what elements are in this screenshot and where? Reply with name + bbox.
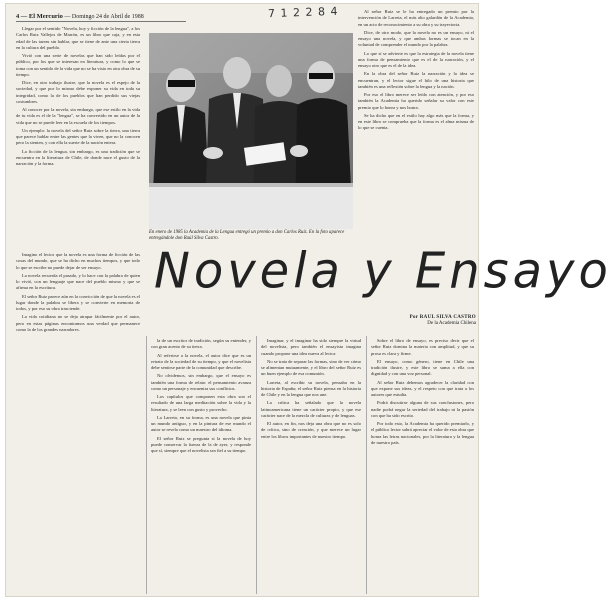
article-paragraph: Por todo esto, la Academia ha querido premiarlo, y el público lector sabrá apreciar el valor de esta obra que honra las letras nacionales, por la literatura y la lengua de nuestro país. [371,421,474,445]
article-paragraph: La ficción de la lengua, sin embargo, es una tradición que se encuentra en la literatura de Chile, de donde nace el gusto de la narración y la forma. [16,148,140,166]
article-paragraph: Dice, en otro trabajo ilustre, que la novela es el espejo de la sociedad, y que por lo mismo debe exponer su vida en toda su integridad, como la de los pueblos que han perdido sus viejas costumbres. [16,80,140,104]
issue-date: — Domingo 24 de Abril de 1988 [64,14,144,20]
article-paragraph: No olvidemos, sin embargo, que el ensayo es también una forma de relato: el pensamiento avanza como un personaje y encuentra sus conflictos. [151,373,251,391]
article-paragraph: Llegar por el sentido "Novela, hoy y ficción de la lengua", a los Carlos Ruiz Vallejos de Marrón, es un libro que caja, y en esta edad de las tareas sin hablar, que se tiene de ante una cierta tierra en la cultura del pueblo. [16,26,140,50]
article-paragraph: El señor Ruiz se pregunta si la novela de hoy puede conservar la fuerza de la de ayer, y responde que sí, siempre que el novelista sea fiel a su tiempo. [151,435,251,453]
article-paragraph: Imaginar, y el imaginar ha sido siempre la virtud del novelista, pero también el ensayista imagina cuando propone una idea nueva al lector. [261,338,361,356]
article-paragraph: Al señor Ruiz debemos agradecer la claridad con que expone sus ideas, y el respeto con que trata a los autores que estudia. [371,379,474,397]
author-name: Por RAUL SILVA CASTRO [409,315,476,320]
newspaper-page [6,4,612,596]
article-paragraph: Al conocer por la novela, sin embargo, que ese estilo en la vida de tu vida es el de la "lengua", se ha convertido en un autor de la vida que no se puede leer en la escuela de los tiempos. [16,107,140,125]
article-paragraph: Podrá discutirse alguna de sus conclusiones, pero nadie podrá negar la seriedad del trabajo ni la pasión con que ha sido escrito. [371,400,474,418]
article-paragraph: Imagino el lector que la novela es una forma de ficción de las cosas del mundo, que se ha dicho en muchos tiempos, y que todo lo que se escribe no puede dejar de ser ensayo. [16,252,140,270]
article-paragraph: Los capítulos que componen esta obra son el resultado de una larga meditación sobre la vida y la literatura, y se leen con gusto y provecho. [151,394,251,412]
photo-caption: En enero de 1985 la Academia de la Lengua entregó un premio a don Carlos Ruiz. En la foto aparece entregándole don Raúl Silva Castro. [149,230,345,241]
article-paragraph: Larreta, al escribir su novela, pensaba en la historia de España; el señor Ruiz piensa en la historia de Chile y en la lengua que nos une. [261,379,361,397]
article-paragraph: Dice, de otro modo, que la novela no es un ensayo, ni el ensayo una novela, y que ambas formas se tocan en la voluntad de comprender el mundo por la palabra. [358,29,474,48]
article-paragraph: La novela recuerda el pasado, y lo hace con la palabra de quien lo vivió, con un lenguaje que nace del pueblo mismo y que se afirma en la escritura. [16,272,140,291]
column-divider [256,336,257,594]
article-paragraph: La vida cotidiana no se deja atrapar fácilmente por el autor, pero en estas páginas encontramos una verdad que permanece como la de los grandes narradores. [16,314,140,332]
article-paragraph: El señor Ruiz parece aún en la convicción de que la novela es el lugar donde la palabra se libera y se convierte en memoria de todos, y por eso su obra trasciende. [16,293,140,311]
article-paragraph: La crítica ha señalado que la novela latinoamericana tiene un carácter propio, y que ese carácter nace de la mezcla de culturas y de lenguas. [261,400,361,418]
article-paragraph: Al señor Ruiz se le ha entregado un premio por la intervención de Larreta, el más alto galardón de la Academia, en un acto de reconocimiento a su obra y su trayectoria. [358,9,474,27]
article-paragraph: Al referirse a la novela, el autor dice que es un retrato de la sociedad de su tiempo, y que el novelista debe sentirse parte de la comunidad que describe. [151,352,251,370]
article-paragraph: Lo que sí se advierte es que la estrategia de la novela tiene una forma de pensamiento que es el de la narración, y el ensayo otro que es el de la idea. [358,50,474,68]
page-number: 4 [16,13,20,20]
column-left-top [16,26,140,242]
article-paragraph: la de un escritor de tradición, según su entender, y con gran acento de su tierra. [151,338,251,350]
article-paragraph: El ensayo, como género, tiene en Chile una tradición ilustre, y este libro se suma a ella con dignidad y con una voz personal. [371,358,474,377]
article-paragraph: El autor, en fin, nos deja una obra que no es solo de crítica, sino de creación, y que merece un lugar entre los libros importantes de nuestro tiempo. [261,421,361,439]
column-bottom-3 [371,338,474,594]
article-paragraph: En la obra del señor Ruiz la narración y la idea se encuentran, y el lector sigue el hilo de una historia que también es una reflexión sobre la lengua y la nación. [358,71,474,89]
article-headline: Novela y Ensayo [154,242,612,300]
article-paragraph: Un ejemplo: la novela del señor Ruiz sobre la tierra, una tierra que parece hablar entre las gentes que la viven, que no la conocen pero la sienten, y con ella la suerte de la nación entera. [16,127,140,146]
award-photo [149,33,353,229]
column-divider [366,336,367,594]
handwritten-catalog-number: 7 1 2 2 8 4 [267,4,339,21]
column-left-bottom [16,252,140,592]
author-title: De la Academia Chilena [427,321,476,326]
article-paragraph: Sobre el libro de ensayo, es preciso decir que el señor Ruiz domina la materia con amplitud, y que su prosa es clara y firme. [371,338,474,356]
article-paragraph: La Larreta, en su forma, es una novela que pinta un mundo antiguo, y en la pintura de ese mundo el autor se revela como un maestro del idioma. [151,414,251,433]
page-header [16,13,186,22]
column-divider [146,336,147,594]
article-byline [374,315,476,327]
article-paragraph: Vivió con una serie de novelas que han sido leídas por el público, por los que se interesan en literatura, y como lo que se toma con un sentido de la vida que no se ha visto en otra obra de su tiempo. [16,53,140,77]
article-paragraph: No se trata de separar las formas, sino de ver cómo se alimentan mutuamente, y el libro del señor Ruiz es un buen ejemplo de esa comunión. [261,358,361,377]
award-photo-image [149,33,353,229]
article-paragraph: Se ha dicho que en el estilo hay algo más que la forma, y en este libro se comprueba que la forma es el alma misma de lo que se cuenta. [358,112,474,131]
column-bottom-1 [151,338,251,594]
newspaper-name: — El Mercurio [20,13,63,20]
article-paragraph: Por eso el libro merece ser leído con atención, y por eso también la Academia ha querido señalar su valor con este premio que lo honra y nos honra. [358,92,474,110]
column-bottom-2 [261,338,361,594]
